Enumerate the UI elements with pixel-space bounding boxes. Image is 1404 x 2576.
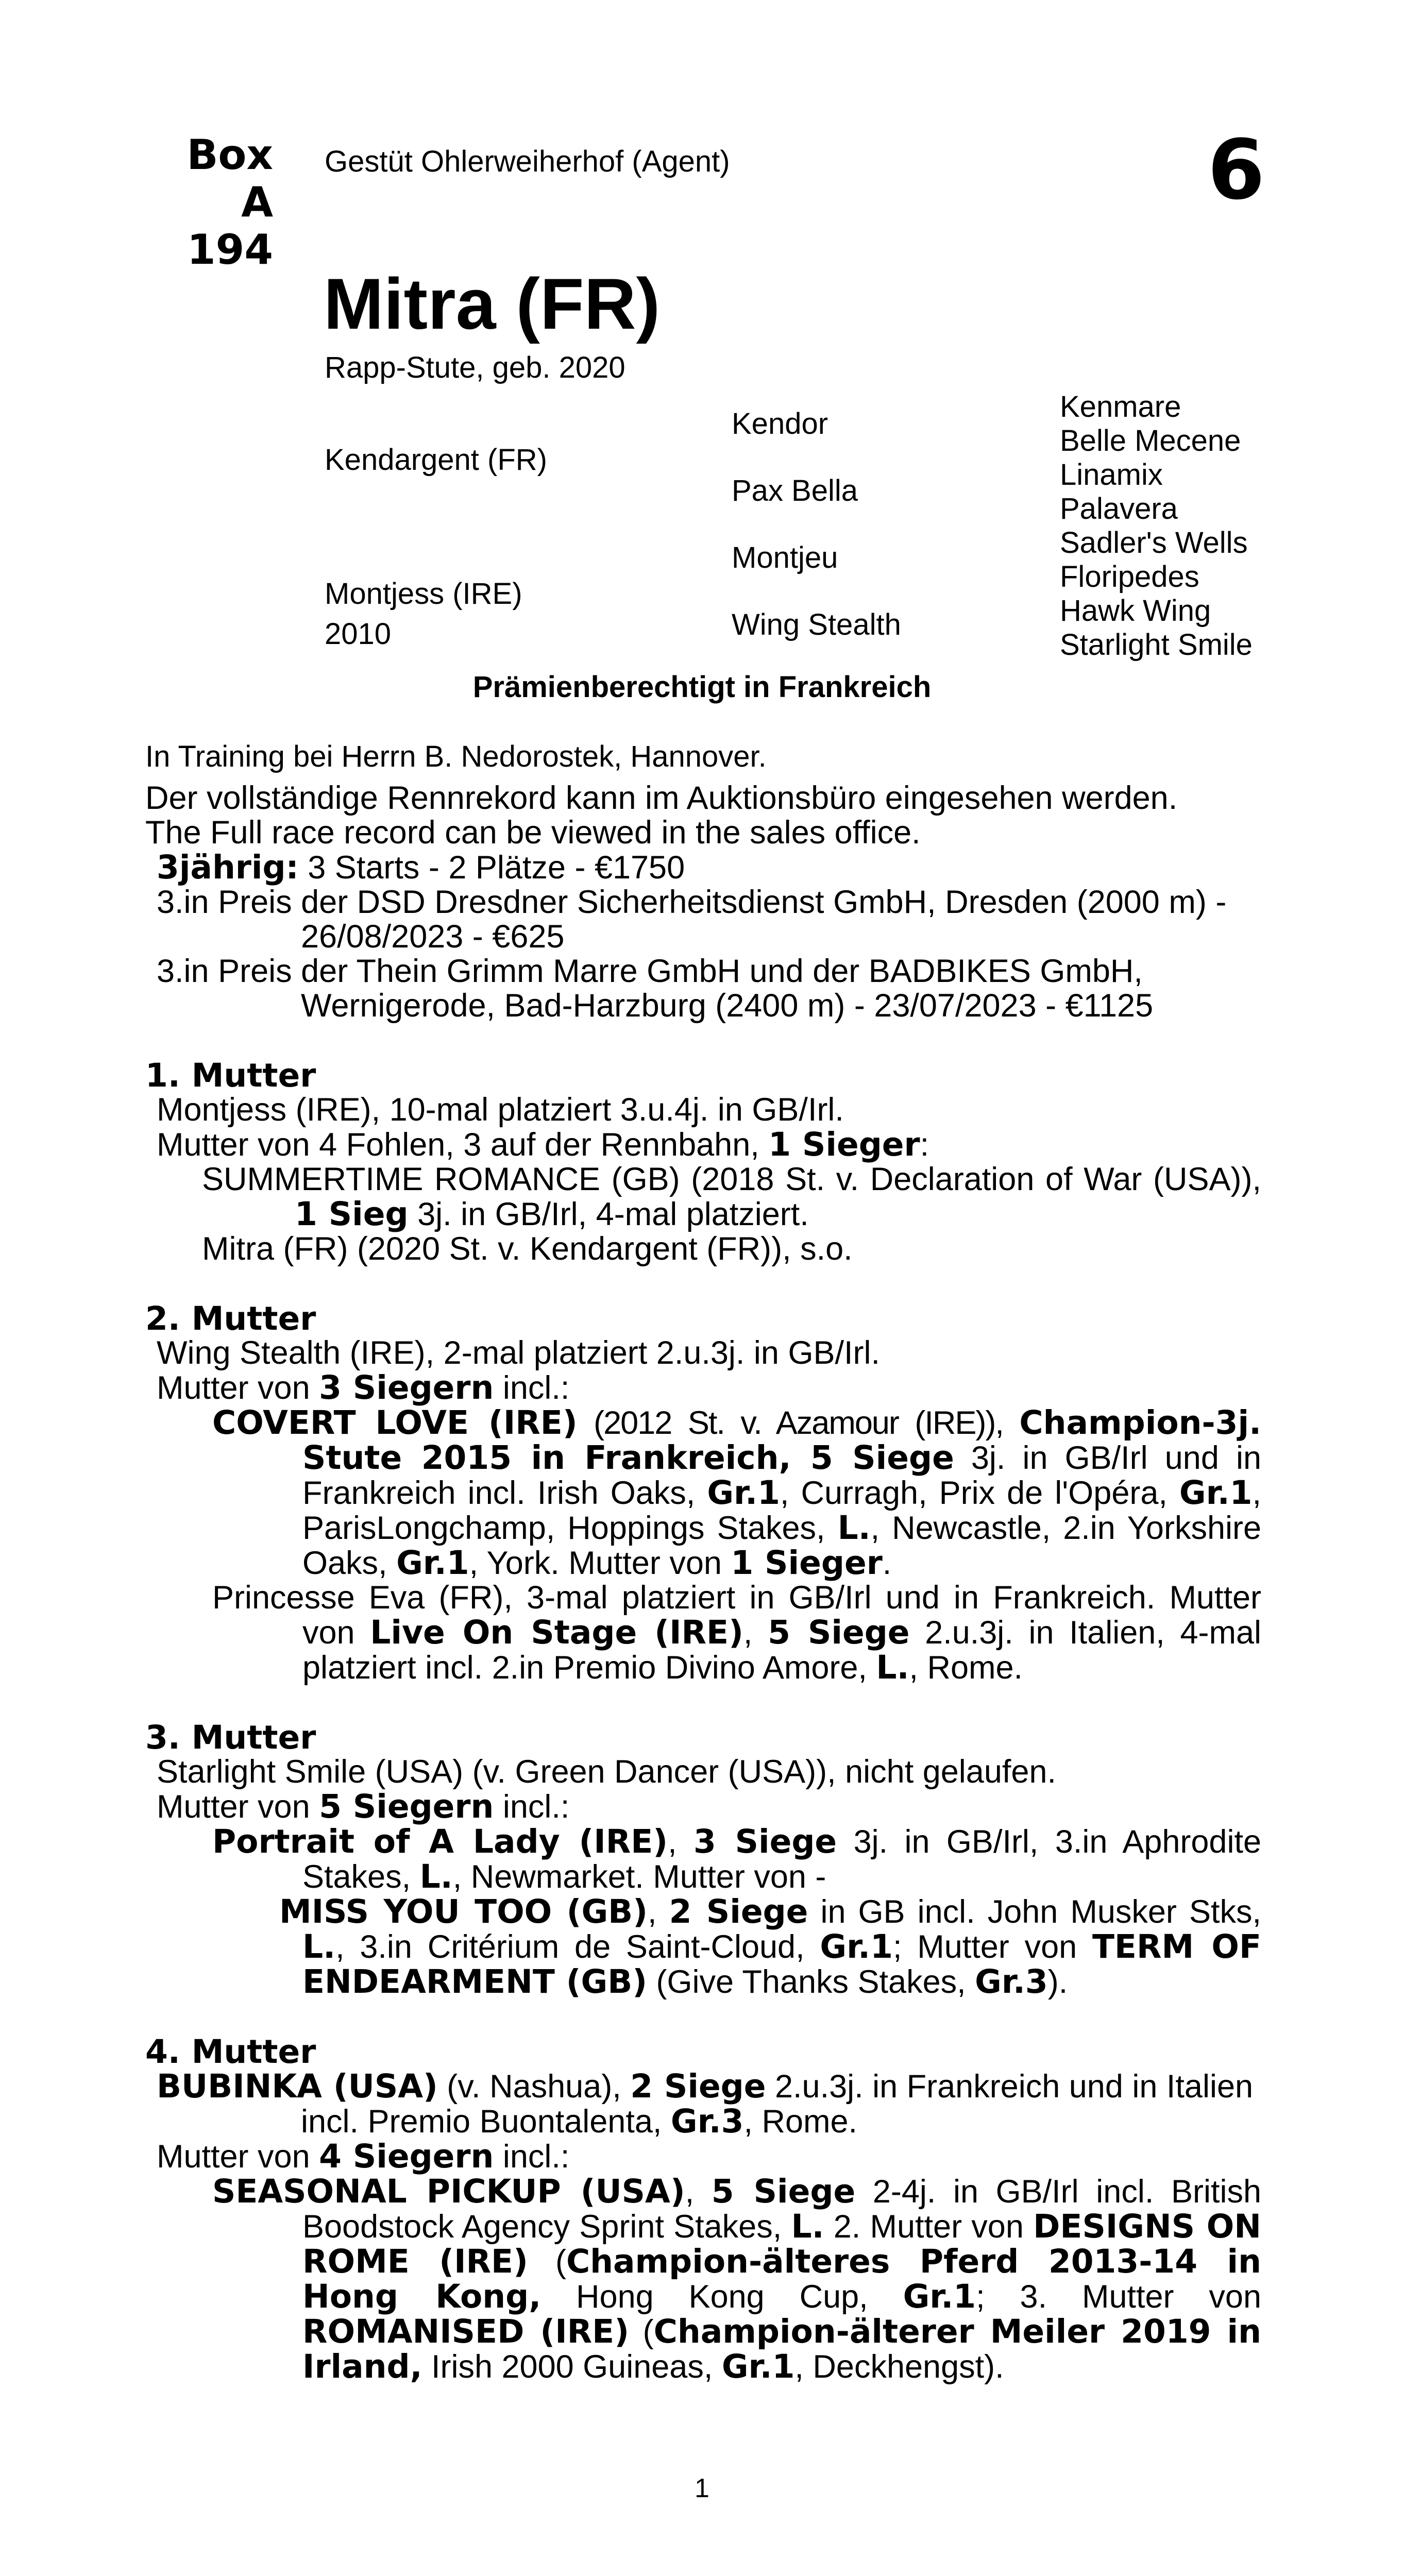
race-record-note-en: The Full race record can be viewed in the sales office. <box>145 815 921 851</box>
dam4-line: BUBINKA (USA) (v. Nashua), 2 Siege 2.u.3j. in Frankreich und in Italien incl. Premio Buontalenta, Gr.3, Rome. <box>157 2067 1254 2140</box>
pedigree-gen3-item: Starlight Smile <box>1060 628 1253 662</box>
dam2-progeny: COVERT LOVE (IRE) (2012 St. v. Azamour (IRE)), Champion-3j. Stute 2015 in Frankreich, 5 Siege 3j. in GB/Irl und in Frankreich incl. Irish Oaks, Gr.1, Curragh, Prix de l'Opéra, Gr.1, ParisLongchamp, Hoppings Stakes, L., Newcastle, 2.in Yorkshire Oaks, Gr.1, York. Mutter von 1 Sieger. <box>212 1404 1262 1582</box>
page-number: 1 <box>695 2473 709 2503</box>
dam3-produce: Mutter von 5 Siegern incl.: <box>157 1788 570 1825</box>
horse-name: Mitra (FR) <box>324 263 661 344</box>
pedigree-gen3 <box>1060 390 1253 662</box>
dam3-grandprogeny: MISS YOU TOO (GB), 2 Siege in GB incl. John Musker Stks, L., 3.in Critérium de Saint-Cloud, Gr.1; Mutter von TERM OF ENDEARMENT (GB) (Give Thanks Stakes, Gr.3). <box>279 1893 1261 2001</box>
dam4-progeny: SEASONAL PICKUP (USA), 5 Siege 2-4j. in GB/Irl incl. British Boodstock Agency Sprint Stakes, L. 2. Mutter von DESIGNS ON ROME (IRE) (Champion-älteres Pferd 2013-14 in Hong Kong, Hong Kong Cup, Gr.1; 3. Mutter von ROMANISED (IRE) (Champion-älterer Meiler 2019 in Irland, Irish 2000 Guineas, Gr.1, Deckhengst). <box>212 2173 1262 2385</box>
dam1-progeny: SUMMERTIME ROMANCE (GB) (2018 St. v. Declaration of War (USA)), 1 Sieg 3j. in GB/Irl, 4-mal platziert. <box>202 1161 1261 1233</box>
pedigree-gen3-item: Kenmare <box>1060 390 1181 423</box>
pedigree-gen3-item: Palavera <box>1060 492 1178 526</box>
dam2-progeny: Princesse Eva (FR), 3-mal platziert in GB/Irl und in Frankreich. Mutter von Live On Stage (IRE), 5 Siege 2.u.3j. in Italien, 4-mal platziert incl. 2.in Premio Divino Amore, L., Rome. <box>212 1580 1261 1686</box>
box-label: Box <box>187 131 273 179</box>
premium-note: Prämienberechtigt in Frankreich <box>472 670 932 704</box>
race-record-summary: 3jährig: 3 Starts - 2 Plätze - €1750 <box>157 849 685 886</box>
pedigree-gen2: Kendor <box>732 407 828 440</box>
consignor: Gestüt Ohlerweiherhof (Agent) <box>325 145 730 178</box>
race-placing: 3.in Preis der Thein Grimm Marre GmbH und der BADBIKES GmbH, Wernigerode, Bad-Harzburg (2400 m) - 23/07/2023 - €1125 <box>157 953 1154 1024</box>
training-note: In Training bei Herrn B. Nedorostek, Hannover. <box>145 740 767 773</box>
dam3-heading: 3. Mutter <box>145 1719 316 1756</box>
catalogue-body <box>145 739 1261 2384</box>
dam1-progeny: Mitra (FR) (2020 St. v. Kendargent (FR)), s.o. <box>202 1231 853 1267</box>
pedigree-gen3-item: Belle Mecene <box>1060 424 1241 457</box>
box-number: A 194 <box>187 178 273 274</box>
pedigree-sire: Kendargent (FR) <box>325 443 547 477</box>
pedigree-gen3-item: Linamix <box>1060 458 1163 492</box>
dam4-produce: Mutter von 4 Siegern incl.: <box>157 2138 570 2175</box>
race-placing: 3.in Preis der DSD Dresdner Sicherheitsdienst GmbH, Dresden (2000 m) - 26/08/2023 - €625 <box>157 884 1227 955</box>
race-record-note-de: Der vollständige Rennrekord kann im Auktionsbüro eingesehen werden. <box>145 780 1178 816</box>
dam4-heading: 4. Mutter <box>145 2033 316 2071</box>
dam2-line: Wing Stealth (IRE), 2-mal platziert 2.u.3j. in GB/Irl. <box>157 1335 880 1371</box>
pedigree-gen2: Pax Bella <box>732 474 858 507</box>
dam2-heading: 2. Mutter <box>145 1300 316 1337</box>
pedigree-gen3-item: Sadler's Wells <box>1060 526 1248 560</box>
pedigree-gen3-item: Floripedes <box>1060 560 1199 594</box>
dam3-progeny: Portrait of A Lady (IRE), 3 Siege 3j. in GB/Irl, 3.in Aphrodite Stakes, L., Newmarket. Mutter von - <box>212 1823 1262 1895</box>
pedigree-gen2: Wing Stealth <box>732 608 901 641</box>
dam1-heading: 1. Mutter <box>145 1057 316 1094</box>
dam1-line: Montjess (IRE), 10-mal platziert 3.u.4j. in GB/Irl. <box>157 1092 844 1128</box>
dam2-produce: Mutter von 3 Siegern incl.: <box>157 1369 570 1406</box>
pedigree-dam-year: 2010 <box>325 617 392 651</box>
horse-description: Rapp-Stute, geb. 2020 <box>325 351 625 384</box>
pedigree-gen3-item: Hawk Wing <box>1060 594 1211 628</box>
pedigree-gen2: Montjeu <box>732 541 838 574</box>
dam1-produce: Mutter von 4 Fohlen, 3 auf der Rennbahn, 1 Sieger: <box>157 1126 929 1163</box>
dam3-line: Starlight Smile (USA) (v. Green Dancer (USA)), nicht gelaufen. <box>157 1754 1056 1790</box>
box-info <box>144 131 273 274</box>
lot-number: 6 <box>1207 122 1265 218</box>
pedigree-dam: Montjess (IRE) <box>325 577 522 611</box>
